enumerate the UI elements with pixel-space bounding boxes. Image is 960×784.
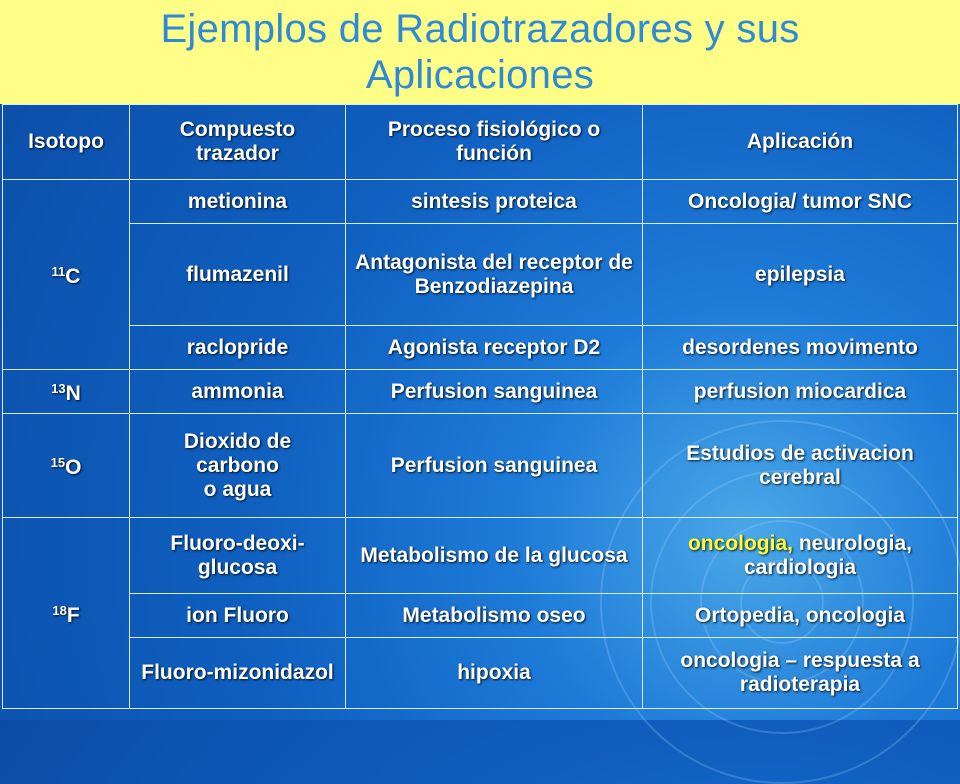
- application-cell: [643, 518, 958, 594]
- isotope-symbol: F: [66, 603, 80, 627]
- isotope-mass: 13: [51, 381, 66, 396]
- process-cell: Metabolismo oseo: [346, 594, 643, 638]
- process-cell: Perfusion sanguinea: [346, 370, 643, 414]
- compound-line: Dioxido de: [183, 429, 292, 453]
- slide-title-line-1: Ejemplos de Radiotrazadores y sus: [160, 7, 800, 51]
- table-row: [3, 594, 958, 638]
- compound-cell: [130, 414, 346, 518]
- application-cell: oncologia – respuesta a radioterapia: [643, 638, 958, 709]
- application-cell: epilepsia: [643, 224, 958, 326]
- process-cell: Perfusion sanguinea: [346, 414, 643, 518]
- radiotracer-table: [2, 104, 958, 709]
- table-row: [3, 326, 958, 370]
- table-row: [3, 414, 958, 518]
- compound-line: o agua: [203, 477, 272, 501]
- application-highlight: oncologia,: [687, 531, 793, 555]
- title-band: [0, 0, 960, 104]
- isotope-o15: [3, 414, 130, 518]
- compound-cell: Fluoro-mizonidazol: [130, 638, 346, 709]
- isotope-n13: [3, 370, 130, 414]
- table-row: [3, 370, 958, 414]
- isotope-symbol: O: [65, 456, 82, 479]
- compound-cell: flumazenil: [130, 224, 346, 326]
- compound-cell: metionina: [130, 180, 346, 224]
- process-cell: Agonista receptor D2: [346, 326, 643, 370]
- table-row: [3, 224, 958, 326]
- compound-cell-highlight: Fluoro-deoxi-glucosa: [130, 518, 346, 594]
- application-cell: Oncologia/ tumor SNC: [643, 180, 958, 224]
- table-row: [3, 180, 958, 224]
- isotope-symbol: C: [65, 265, 81, 288]
- application-cell: Ortopedia, oncologia: [643, 594, 958, 638]
- isotope-mass: 18: [52, 602, 67, 618]
- table-header-row: [3, 105, 958, 180]
- application-cell: perfusion miocardica: [643, 370, 958, 414]
- isotope-mass: 15: [50, 455, 66, 470]
- isotope-symbol: N: [65, 382, 81, 405]
- header-isotope: Isotopo: [3, 105, 130, 180]
- process-cell: hipoxia: [346, 638, 643, 709]
- application-cell: Estudios de activacion cerebral: [643, 414, 958, 518]
- slide-title-line-2: Aplicaciones: [365, 53, 595, 97]
- process-cell: Antagonista del receptor de Benzodiazepina: [346, 224, 643, 326]
- isotope-mass: 11: [51, 264, 66, 279]
- table-row: [3, 638, 958, 709]
- isotope-c11: [3, 180, 130, 370]
- compound-cell: ammonia: [130, 370, 346, 414]
- process-cell: sintesis proteica: [346, 180, 643, 224]
- header-process: Proceso fisiológico o función: [346, 105, 643, 180]
- process-cell-highlight: Metabolismo de la glucosa: [346, 518, 643, 594]
- compound-line: carbono: [196, 453, 279, 477]
- table-row: [3, 518, 958, 594]
- isotope-f18: [3, 518, 130, 709]
- header-application: Aplicación: [643, 105, 958, 180]
- compound-cell: ion Fluoro: [130, 594, 346, 638]
- application-rest: neurologia, cardiologia: [743, 531, 912, 579]
- application-cell: desordenes movimento: [643, 326, 958, 370]
- header-compound: Compuesto trazador: [130, 105, 346, 180]
- compound-cell: raclopride: [130, 326, 346, 370]
